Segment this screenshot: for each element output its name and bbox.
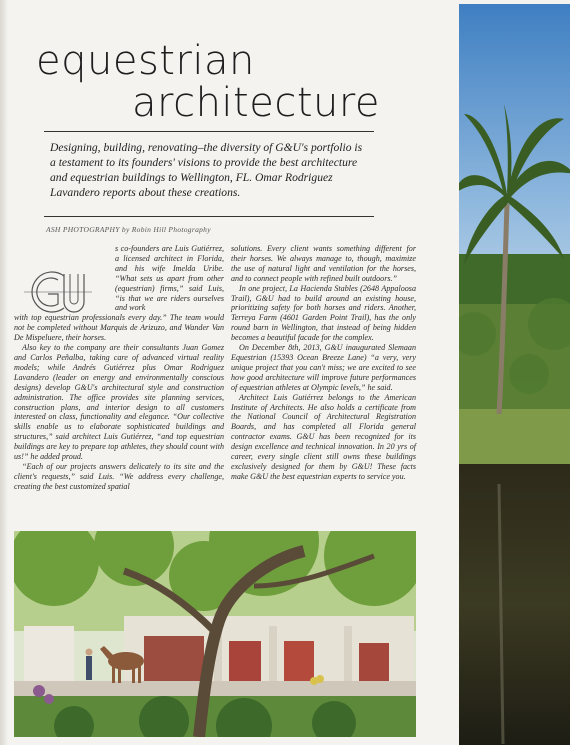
paragraph: s co-founders are Luis Gutiérrez, a licensed architect in Florida, and his wife Imelda Uribe. “What sets us apart from other (equestrian) firms,” said Luis, “is that we are riders ourselves and work [115,244,224,313]
paragraph: On December 8th, 2013, G&U inaugurated Slemaan Equestrian (15393 Ocean Breeze Lane) “a very, very unique project that you can't miss; we are excited to see how good architecture will improve future performances of equestrian athletes at Olympic levels,” he said. [231,343,416,392]
paragraph: “Each of our projects answers delicately to its site and the client's requests,” said Luis. “We address every challenge, creating the best customized spatial [14,461,224,491]
title-line-1: equestrian [36,38,255,84]
paragraph: Also key to the company are their consultants Juan Gomez and Carlos Peñalba, taking care of advanced virtual reality models; while Andrés Gutiérrez plus Omar Rodriguez Lavandero (leader on energy and environmentally conscious designs) develop G&U's architectural style and construction administration. The office provides site planning services, construction plans, and interior design to all customers interested on class, functionality and elegance. “Our collective skills enable us to elaborate sophisticated buildings and structures,” said architect Luis Gutiérrez, “and top equestrian buildings are key to prepare top athletes, they should count with us!” he added proud. [14,343,224,462]
paragraph: In one project, La Hacienda Stables (2648 Appaloosa Trail), G&U had to build around an existing house, prioritizing safety for both horses and riders. Another, Terreya Farm (4601 Garden Point Trail), has the only round barn in Wellington, that instead of being hidden becomes a beautiful facade for the complex. [231,283,416,343]
stable-courtyard-with-tree-and-horse-photo [14,531,416,737]
deck-top-rule [44,131,374,132]
article-column-left [14,244,224,492]
title-line-2: architecture [132,80,381,126]
paragraph: solutions. Every client wants something different for their horses. We always manage to, though, maximize the use of natural light and ventilation for the horses, and to connect people with refined built outdoors.” [231,244,416,283]
article-column-right [231,244,416,482]
palm-tree-and-pond-photo [459,4,570,745]
paragraph: with top equestrian professionals every day.” The team would not be completed without Marquis de Arizuzo, and Wander Van De Mispeluere, their horses. [14,313,224,343]
photo-credit: ASH PHOTOGRAPHY by Robin Hill Photography [46,225,211,234]
deck-bottom-rule [44,216,374,217]
article-deck: Designing, building, renovating–the diversity of G&U's portfolio is a testament to its founders' visions to provide the best architecture and equestrian buildings to Wellington, FL. Omar Rodriguez Lavandero reports about these creations. [50,141,363,199]
paragraph: Architect Luis Gutiérrez belongs to the American Institute of Architects. He also holds a certificate from the National Council of Architectural Registration Boards, and has completed all Florida general contractor exams. G&U has been recognized for its design excellence and technical innovation. In 20 yrs of career, every single client still owns these buildings exclusively designed for them by G&U! These facts make G&U the best equestrian experts to service you. [231,392,416,481]
page-gutter-shadow [0,0,8,745]
